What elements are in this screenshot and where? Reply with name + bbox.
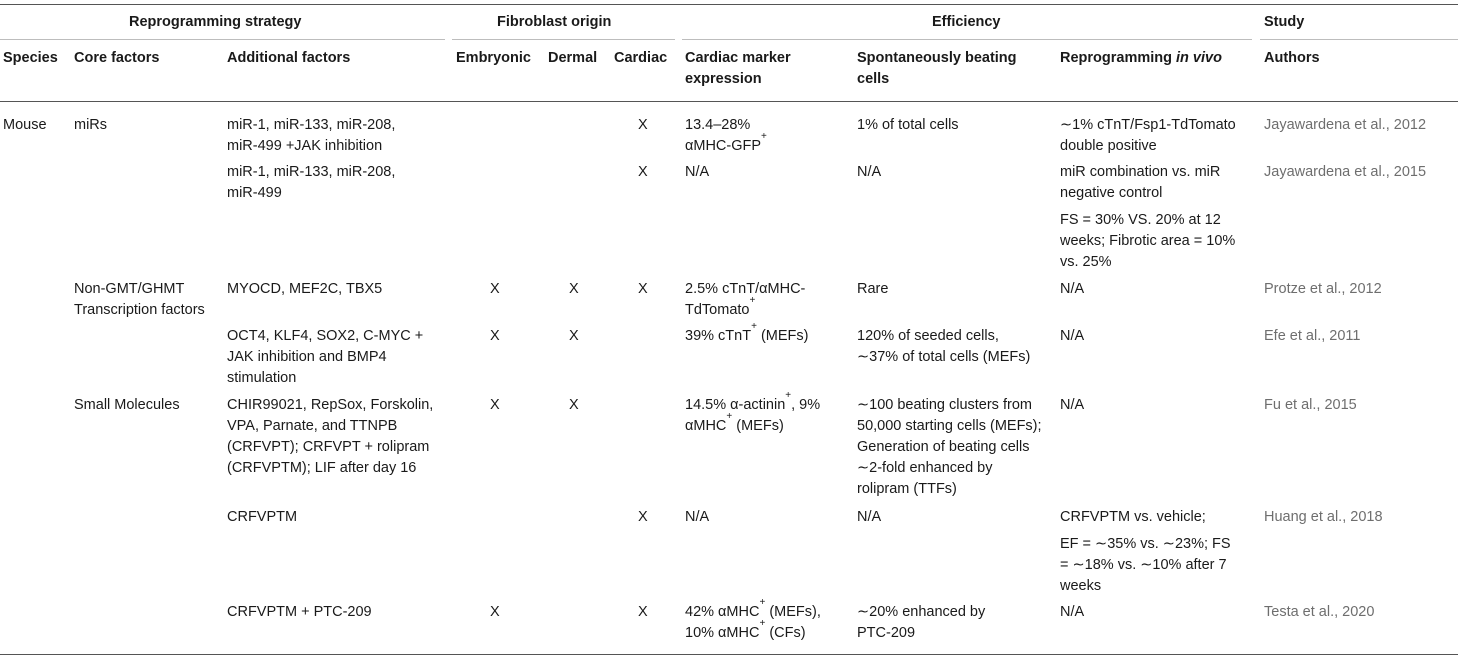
cell-core-factors: Small Molecules <box>74 397 180 413</box>
cell-embryonic-x: X <box>490 281 500 297</box>
text-line: double positive <box>1060 138 1157 154</box>
cell-author: Jayawardena et al., 2012 <box>1264 117 1427 133</box>
cell-embryonic-x: X <box>490 604 500 620</box>
cell-author: Efe et al., 2011 <box>1264 328 1361 344</box>
col-beating-l2: cells <box>857 71 890 87</box>
text-line: (CRFVPTM); LIF after day 16 <box>227 460 417 476</box>
col-beating-l1: Spontaneously beating <box>857 50 1017 66</box>
table-bottom-rule <box>0 654 1458 655</box>
superscript: + <box>749 295 756 307</box>
text-line: Non-GMT/GHMT <box>74 281 185 297</box>
cell-additional-factors: CRFVPTM <box>227 509 298 525</box>
text-line: miR-1, miR-133, miR-208, <box>227 117 396 133</box>
text-line: weeks; Fibrotic area = 10% <box>1060 233 1236 249</box>
text-line <box>685 131 767 157</box>
cell-cardiac-x: X <box>638 164 648 180</box>
text-line: 120% of seeded cells, <box>857 328 999 344</box>
group-rule-strategy <box>0 39 445 40</box>
superscript: + <box>751 321 757 333</box>
col-authors: Authors <box>1264 50 1320 66</box>
cell-additional-factors: CRFVPTM + PTC-209 <box>227 604 372 620</box>
text-line: JAK inhibition and BMP4 <box>227 349 387 365</box>
cell-in-vivo: N/A <box>1060 281 1085 297</box>
cell-in-vivo: CRFVPTM vs. vehicle; <box>1060 509 1206 525</box>
cell-beating-cells: N/A <box>857 164 882 180</box>
text-line <box>685 618 821 644</box>
superscript: + <box>759 618 766 630</box>
text-line: (CRFVPT); CRFVPT + rolipram <box>227 439 430 455</box>
superscript: + <box>761 131 767 143</box>
cell-additional-factors <box>227 115 395 157</box>
header-study: Study <box>1264 14 1305 30</box>
text-line: OCT4, KLF4, SOX2, C-MYC + <box>227 328 424 344</box>
cell-author: Fu et al., 2015 <box>1264 397 1357 413</box>
cell-author: Huang et al., 2018 <box>1264 509 1383 525</box>
cell-in-vivo <box>1060 162 1220 204</box>
cell-beating-cells <box>857 395 1042 500</box>
cell-beating-cells <box>857 602 985 644</box>
col-core-factors: Core factors <box>74 50 160 66</box>
text-part: (MEFs) <box>756 328 809 344</box>
superscript: + <box>759 597 766 609</box>
text-part: 14.5% α-actinin <box>685 397 786 413</box>
cell-cardiac-x: X <box>638 117 648 133</box>
cell-in-vivo <box>1060 115 1236 157</box>
text-line: ∼20% enhanced by <box>857 604 986 620</box>
col-reprogramming-in-vivo <box>1060 48 1222 69</box>
text-line: = ∼18% vs. ∼10% after 7 <box>1060 557 1227 573</box>
text-part: , 9% <box>791 397 821 413</box>
col-additional-factors: Additional factors <box>227 50 351 66</box>
group-rule-origin <box>452 39 675 40</box>
col-invivo-italic: in vivo <box>1176 50 1222 66</box>
cell-marker-expression: N/A <box>685 509 710 525</box>
text-line: ∼100 beating clusters from <box>857 397 1032 413</box>
text-line: Transcription factors <box>74 302 205 318</box>
cell-author: Jayawardena et al., 2015 <box>1264 164 1427 180</box>
cell-dermal-x: X <box>569 397 579 413</box>
text-line <box>685 295 805 321</box>
col-cardiac-marker-l1: Cardiac marker <box>685 50 791 66</box>
cell-marker-expression <box>685 115 767 157</box>
cell-dermal-x: X <box>569 328 579 344</box>
text-line: miR combination vs. miR <box>1060 164 1221 180</box>
header-bottom-rule <box>0 101 1458 102</box>
text-line: 13.4–28% <box>685 117 751 133</box>
cell-beating-cells: N/A <box>857 509 882 525</box>
text-line: vs. 25% <box>1060 254 1112 270</box>
text-line: Generation of beating cells <box>857 439 1030 455</box>
text-line <box>685 597 821 623</box>
cell-beating-cells <box>857 326 1030 368</box>
cell-in-vivo: N/A <box>1060 328 1085 344</box>
text-line: negative control <box>1060 185 1163 201</box>
header-reprogramming-strategy: Reprogramming strategy <box>129 14 302 30</box>
group-rule-study <box>1260 39 1458 40</box>
cell-in-vivo-detail <box>1060 210 1235 273</box>
cell-author: Testa et al., 2020 <box>1264 604 1375 620</box>
cell-beating-cells: Rare <box>857 281 889 297</box>
col-cardiac: Cardiac <box>614 50 668 66</box>
cell-embryonic-x: X <box>490 397 500 413</box>
superscript: + <box>726 411 733 423</box>
cell-in-vivo: N/A <box>1060 604 1085 620</box>
text-line: rolipram (TTFs) <box>857 481 957 497</box>
text-line: ∼1% cTnT/Fsp1-TdTomato <box>1060 117 1236 133</box>
cell-marker-expression <box>685 597 821 644</box>
group-rule-efficiency <box>682 39 1252 40</box>
text-part: (MEFs), <box>765 604 821 620</box>
text-part: (CFs) <box>765 625 806 641</box>
cell-beating-cells: 1% of total cells <box>857 117 959 133</box>
col-invivo-text: Reprogramming <box>1060 50 1177 66</box>
cell-marker-expression: N/A <box>685 164 710 180</box>
cell-species: Mouse <box>3 117 47 133</box>
cell-marker-expression <box>685 321 809 347</box>
cell-cardiac-x: X <box>638 281 648 297</box>
text-line: 2.5% cTnT/αMHC- <box>685 281 806 297</box>
cell-additional-factors <box>227 326 423 389</box>
text-line: stimulation <box>227 370 297 386</box>
cell-marker-expression <box>685 279 805 321</box>
text-part: 10% αMHC <box>685 625 760 641</box>
text-line: CHIR99021, RepSox, Forskolin, <box>227 397 434 413</box>
col-cardiac-marker-l2: expression <box>685 71 762 87</box>
text-part: TdTomato <box>685 302 750 318</box>
text-line: EF = ∼35% vs. ∼23%; FS <box>1060 536 1231 552</box>
text-line: ∼37% of total cells (MEFs) <box>857 349 1031 365</box>
col-species: Species <box>3 50 58 66</box>
cell-marker-expression <box>685 390 821 437</box>
text-part: αMHC-GFP <box>685 138 762 154</box>
cell-additional-factors <box>227 395 433 479</box>
cell-cardiac-x: X <box>638 509 648 525</box>
text-line: miR-1, miR-133, miR-208, <box>227 164 396 180</box>
table-top-rule <box>0 4 1458 5</box>
cell-additional-factors <box>227 162 395 204</box>
col-embryonic: Embryonic <box>456 50 531 66</box>
text-line: 50,000 starting cells (MEFs); <box>857 418 1042 434</box>
header-fibroblast-origin: Fibroblast origin <box>497 14 612 30</box>
text-line: FS = 30% VS. 20% at 12 <box>1060 212 1221 228</box>
text-line: VPA, Parnate, and TTNPB <box>227 418 398 434</box>
cell-in-vivo: N/A <box>1060 397 1085 413</box>
text-line <box>685 411 820 437</box>
col-dermal: Dermal <box>548 50 598 66</box>
text-line: ∼2-fold enhanced by <box>857 460 993 476</box>
cell-core-factors <box>74 279 205 321</box>
cell-dermal-x: X <box>569 281 579 297</box>
text-part: 39% cTnT <box>685 328 752 344</box>
cell-additional-factors: MYOCD, MEF2C, TBX5 <box>227 281 383 297</box>
cell-author: Protze et al., 2012 <box>1264 281 1382 297</box>
cell-cardiac-x: X <box>638 604 648 620</box>
text-line: miR-499 <box>227 185 282 201</box>
text-line: weeks <box>1060 578 1102 594</box>
text-part: αMHC <box>685 418 727 434</box>
header-efficiency: Efficiency <box>932 14 1001 30</box>
superscript: + <box>785 390 792 402</box>
text-part: (MEFs) <box>732 418 784 434</box>
cell-in-vivo-detail <box>1060 534 1231 597</box>
text-line: PTC-209 <box>857 625 916 641</box>
text-line: miR-499 +JAK inhibition <box>227 138 383 154</box>
cell-embryonic-x: X <box>490 328 500 344</box>
text-part: 42% αMHC <box>685 604 760 620</box>
text-line <box>685 390 821 416</box>
cell-core-factors: miRs <box>74 117 108 133</box>
